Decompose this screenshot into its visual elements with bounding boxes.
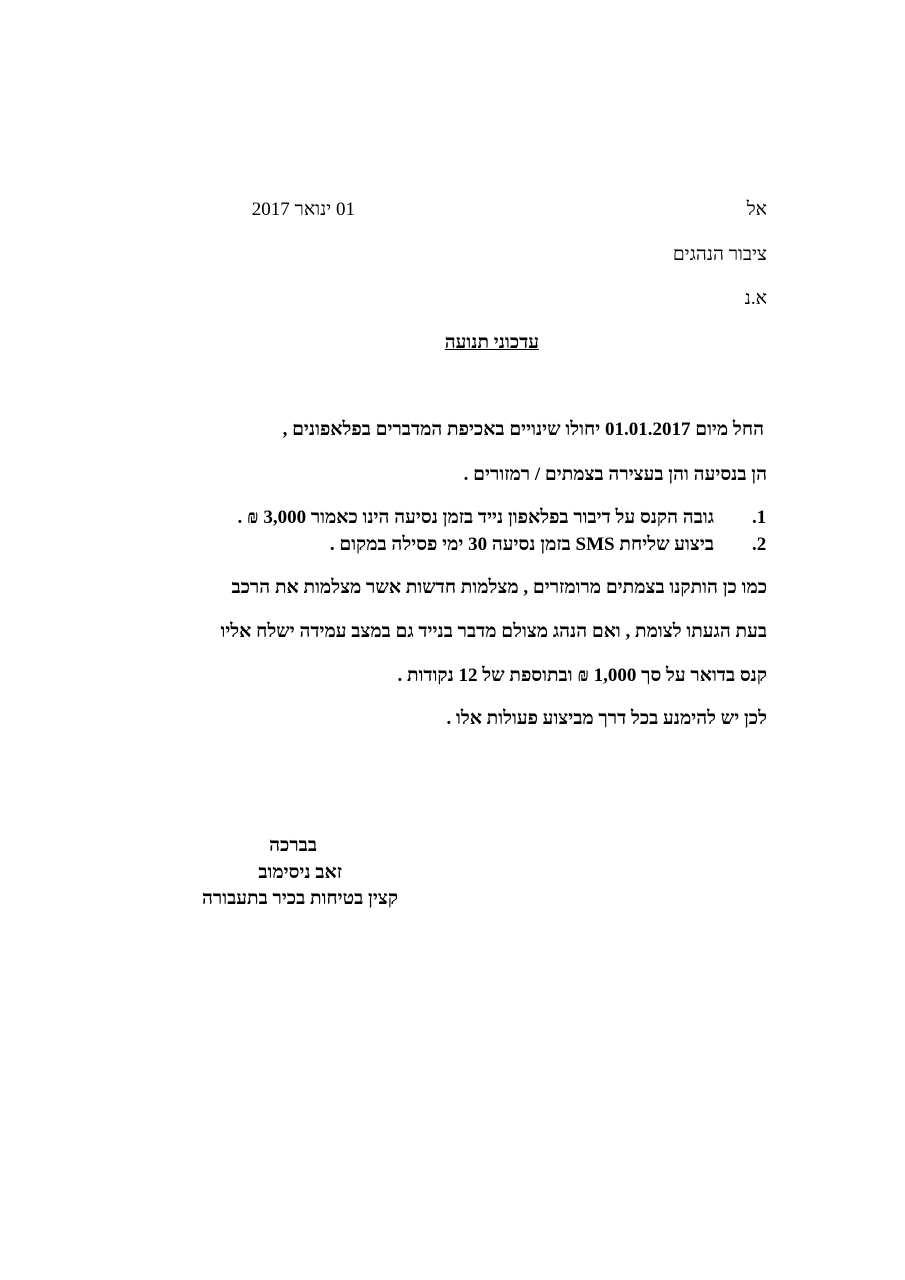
- list-item-1-text: גובה הקנס על דיבור בפלאפון נייד בזמן נסיעה הינו כאמור 3,000 ₪ .: [237, 507, 714, 528]
- letter-subject: עדכוני תנועה: [444, 332, 539, 353]
- paragraph-3: לכן יש להימנע בכל דרך מביצוע פעולות אלו .: [446, 708, 767, 729]
- recipient-prefix: אל: [746, 199, 767, 220]
- paragraph-2-line-2: בעת הגעתו לצומת , ואם הנהג מצולם מדבר בנייד גם במצב עמידה ישלח אליו: [220, 621, 767, 642]
- paragraph-1-line-1: החל מיום 01.01.2017 יחולו שינויים באכיפת המדברים בפלאפונים ,: [282, 419, 764, 440]
- paragraph-1-line-2: הן בנסיעה והן בעצירה בצמתים / רמזורים .: [463, 464, 767, 485]
- list-item-2-text: ביצוע שליחת SMS בזמן נסיעה 30 ימי פסילה במקום .: [329, 534, 714, 555]
- paragraph-2-line-3: קנס בדואר על סך 1,000 ₪ ובתוספת של 12 נקודות .: [397, 665, 767, 686]
- closing: בברכה: [269, 835, 317, 856]
- salutation: א.נ: [744, 288, 767, 309]
- letter-date: 01 ינואר 2017: [251, 199, 355, 220]
- signer-title: קצין בטיחות בכיר בתעבורה: [201, 888, 398, 909]
- recipient: ציבור הנהגים: [672, 244, 767, 265]
- paragraph-2-line-1: כמו כן הותקנו בצמתים מרומזרים , מצלמות חדשות אשר מצלמות את הרכב: [231, 577, 767, 598]
- list-item-1-marker: .1: [752, 507, 767, 528]
- list-item-2-marker: .2: [752, 534, 767, 555]
- signer-name: זאב ניסימוב: [258, 862, 342, 883]
